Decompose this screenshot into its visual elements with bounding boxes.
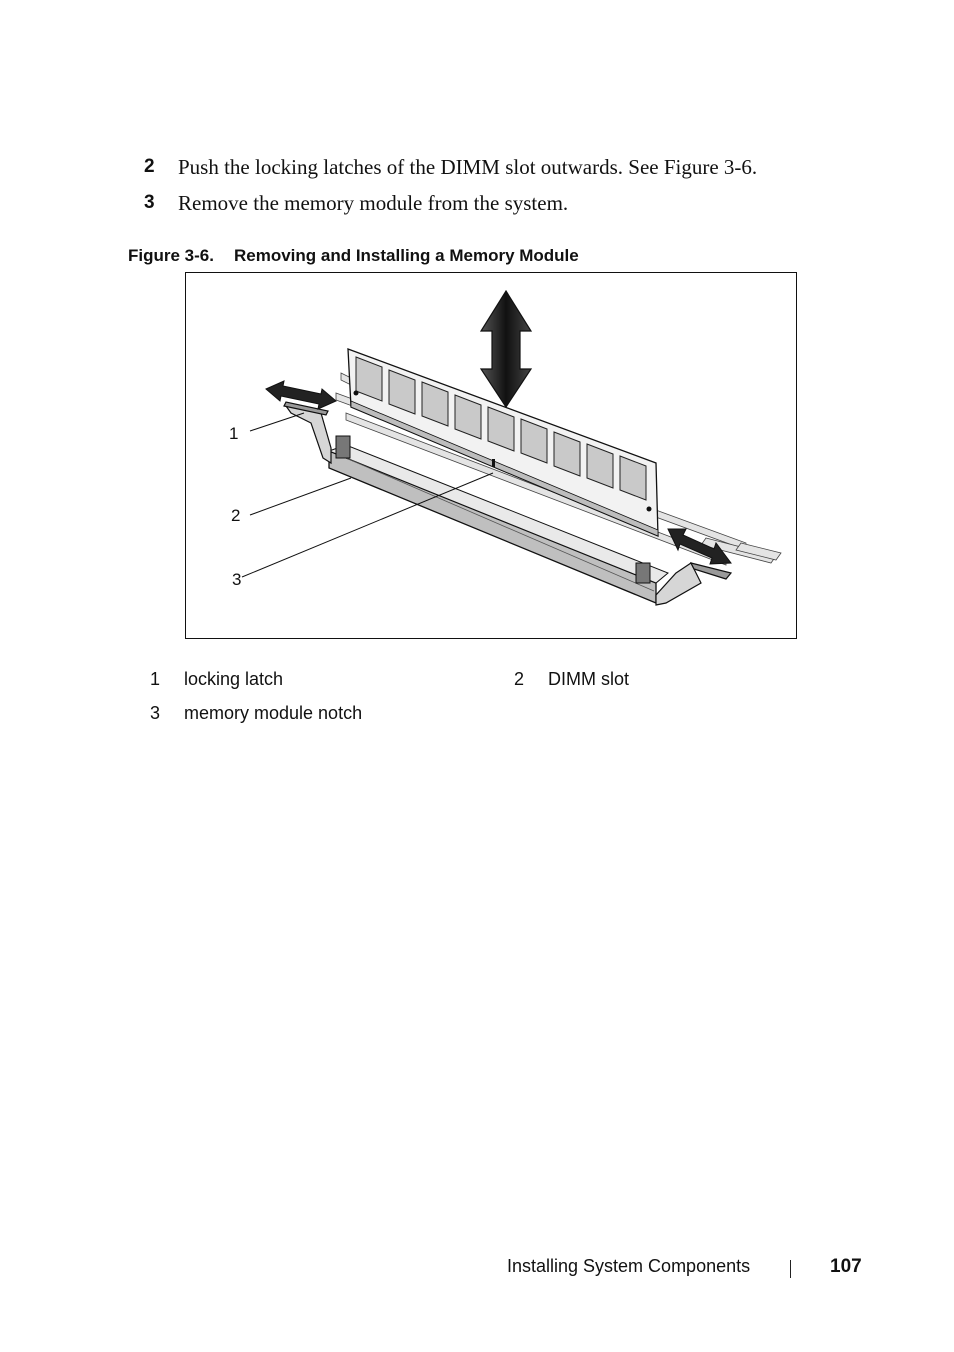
leader-1	[250, 413, 304, 431]
page-number: 107	[830, 1256, 862, 1277]
locking-latch-left	[284, 402, 331, 463]
legend-number: 1	[150, 669, 161, 689]
locking-latch-right	[656, 563, 731, 605]
figure-box	[185, 272, 797, 639]
legend-text: locking latch	[184, 669, 284, 689]
step-number: 2	[144, 156, 155, 177]
step-text: Remove the memory module from the system.	[178, 191, 569, 215]
legend-number: 3	[150, 703, 161, 723]
legend-number: 2	[514, 669, 525, 689]
leader-3	[242, 473, 493, 577]
step-number: 3	[144, 192, 155, 213]
figure-caption	[128, 246, 579, 266]
figure-label: Figure 3-6.	[128, 246, 214, 265]
vertical-arrow	[481, 291, 531, 407]
figure-title: Removing and Installing a Memory Module	[233, 246, 579, 265]
callout-3: 3	[232, 570, 242, 589]
leader-2	[250, 478, 351, 515]
footer-divider	[790, 1260, 791, 1278]
legend-text: memory module notch	[184, 703, 363, 723]
dimm-illustration	[186, 273, 798, 640]
callout-2: 2	[231, 506, 241, 525]
module-notch	[492, 459, 495, 467]
footer-section-title: Installing System Components	[507, 1256, 751, 1276]
callout-1: 1	[229, 424, 239, 443]
step-text: Push the locking latches of the DIMM slot outwards. See Figure 3-6.	[178, 155, 758, 179]
legend-text: DIMM slot	[548, 669, 629, 689]
